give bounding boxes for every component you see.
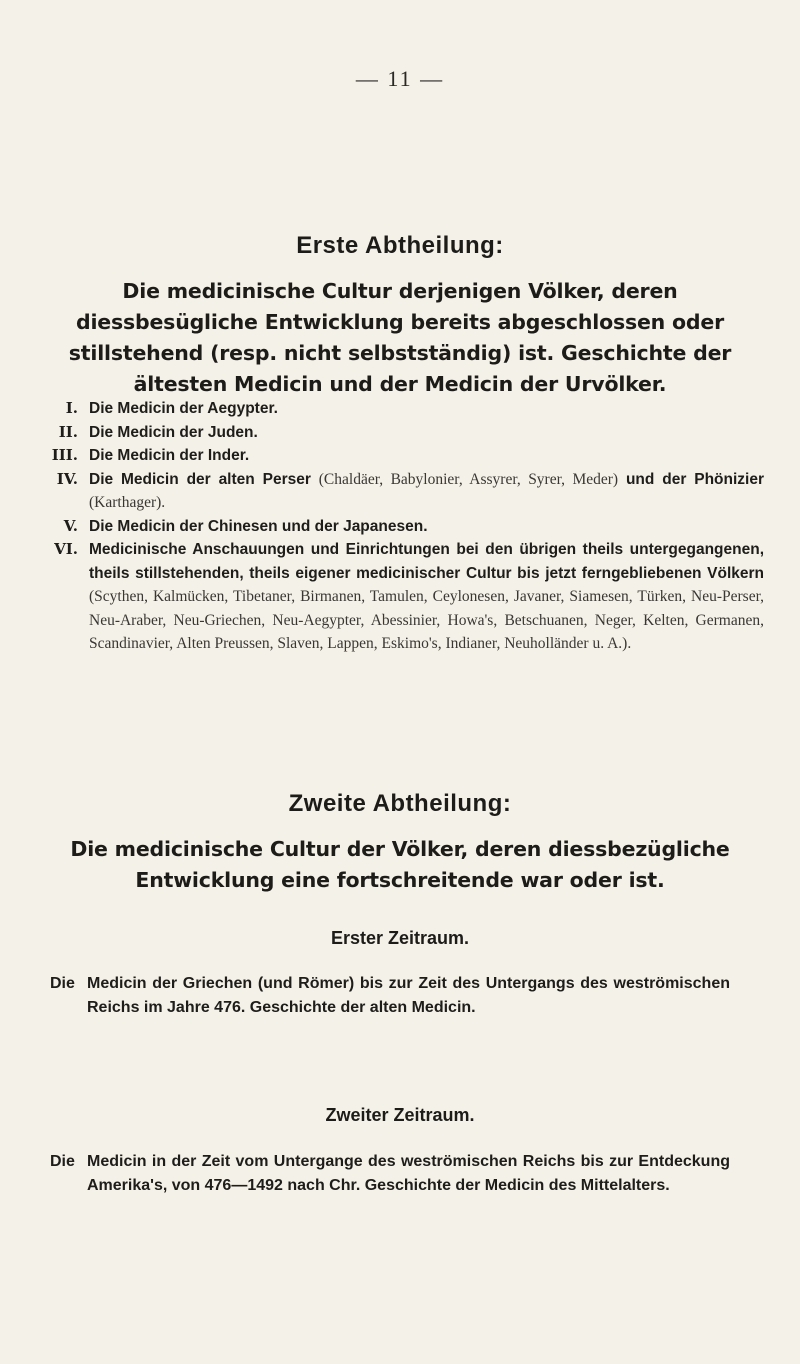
chapter-title-continued: und der Phönizier — [625, 470, 764, 488]
chapter-note: (Chaldäer, Babylonier, Assyrer, Syrer, Meder) — [318, 470, 619, 488]
chapter-title: Die Medicin der Juden. — [89, 423, 258, 441]
period-description-second — [50, 1150, 730, 1198]
period-description-first — [50, 972, 730, 1020]
section-description-first: Die medicinische Cultur derjenigen Völker, deren diessbesügliche Entwicklung bereits abgeschlossen oder stillstehend (resp. nicht selbstständig) ist. Geschichte der ältesten Medicin und der Medicin der Urvölker. — [68, 279, 732, 396]
chapter-note: (Scythen, Kalmücken, Tibetaner, Birmanen, Tamulen, Ceylonesen, Javaner, Siamesen, Türken, Neu-Perser, Neu-Araber, Neu-Griechen, Neu-Aegypter, Abessinier, Howa's, Betschuanen, Neger, Kelten, Germanen, Scandinavier, Alten Preussen, Slaven, Lappen, Eskimo's, Indianer, Neuholländer u. A.). — [89, 588, 764, 652]
period-lead-word: Die — [50, 1153, 75, 1170]
period-heading-second: Zweiter Zeitraum. — [325, 1105, 475, 1125]
chapter-item-6 — [36, 538, 764, 656]
chapter-number: IV. — [56, 469, 78, 488]
chapter-item-4 — [36, 468, 764, 515]
chapter-number: II. — [58, 422, 78, 441]
chapter-number: III. — [51, 446, 78, 464]
period-text: Medicin in der Zeit vom Untergange des weströmischen Reichs bis zur Entdeckung Amerika's, von 476—1492 nach Chr. Geschichte der Medicin des Mittelalters. — [87, 1153, 730, 1194]
chapter-number: V. — [63, 516, 78, 535]
chapter-note-continued: (Karthager). — [89, 494, 166, 511]
chapter-item-2 — [36, 421, 764, 445]
period-heading-first: Erster Zeitraum. — [330, 928, 470, 948]
section-description-second: Die medicinische Cultur der Völker, deren diessbezügliche Entwicklung eine fortschreitende war oder ist. — [70, 837, 730, 892]
chapter-number: VI. — [54, 540, 78, 558]
chapter-title: Die Medicin der Inder. — [89, 447, 250, 464]
chapter-number: I. — [65, 399, 78, 417]
page-number: — 11 — — [355, 66, 445, 91]
chapter-title: Die Medicin der Chinesen und der Japanesen. — [89, 517, 428, 535]
chapter-title: Medicinische Anschauungen und Einrichtungen bei den übrigen theils untergegangenen, theils stillstehenden, theils eigener medicinischer Cultur bis jetzt ferngebliebenen Völkern — [89, 541, 764, 582]
section-heading-second: Zweite Abtheilung: — [288, 790, 512, 817]
chapter-title: Die Medicin der Aegypter. — [89, 400, 278, 417]
chapter-item-1 — [36, 397, 764, 421]
chapter-item-5 — [36, 515, 764, 539]
chapter-item-3 — [36, 444, 764, 468]
chapter-title: Die Medicin der alten Perser — [89, 470, 311, 488]
period-text: Medicin der Griechen (und Römer) bis zur Zeit des Untergangs des weströmischen Reichs im Jahre 476. Geschichte der alten Medicin. — [87, 975, 730, 1016]
period-lead-word: Die — [50, 975, 75, 992]
section-heading-first: Erste Abtheilung: — [296, 232, 504, 259]
chapter-list — [36, 397, 764, 656]
